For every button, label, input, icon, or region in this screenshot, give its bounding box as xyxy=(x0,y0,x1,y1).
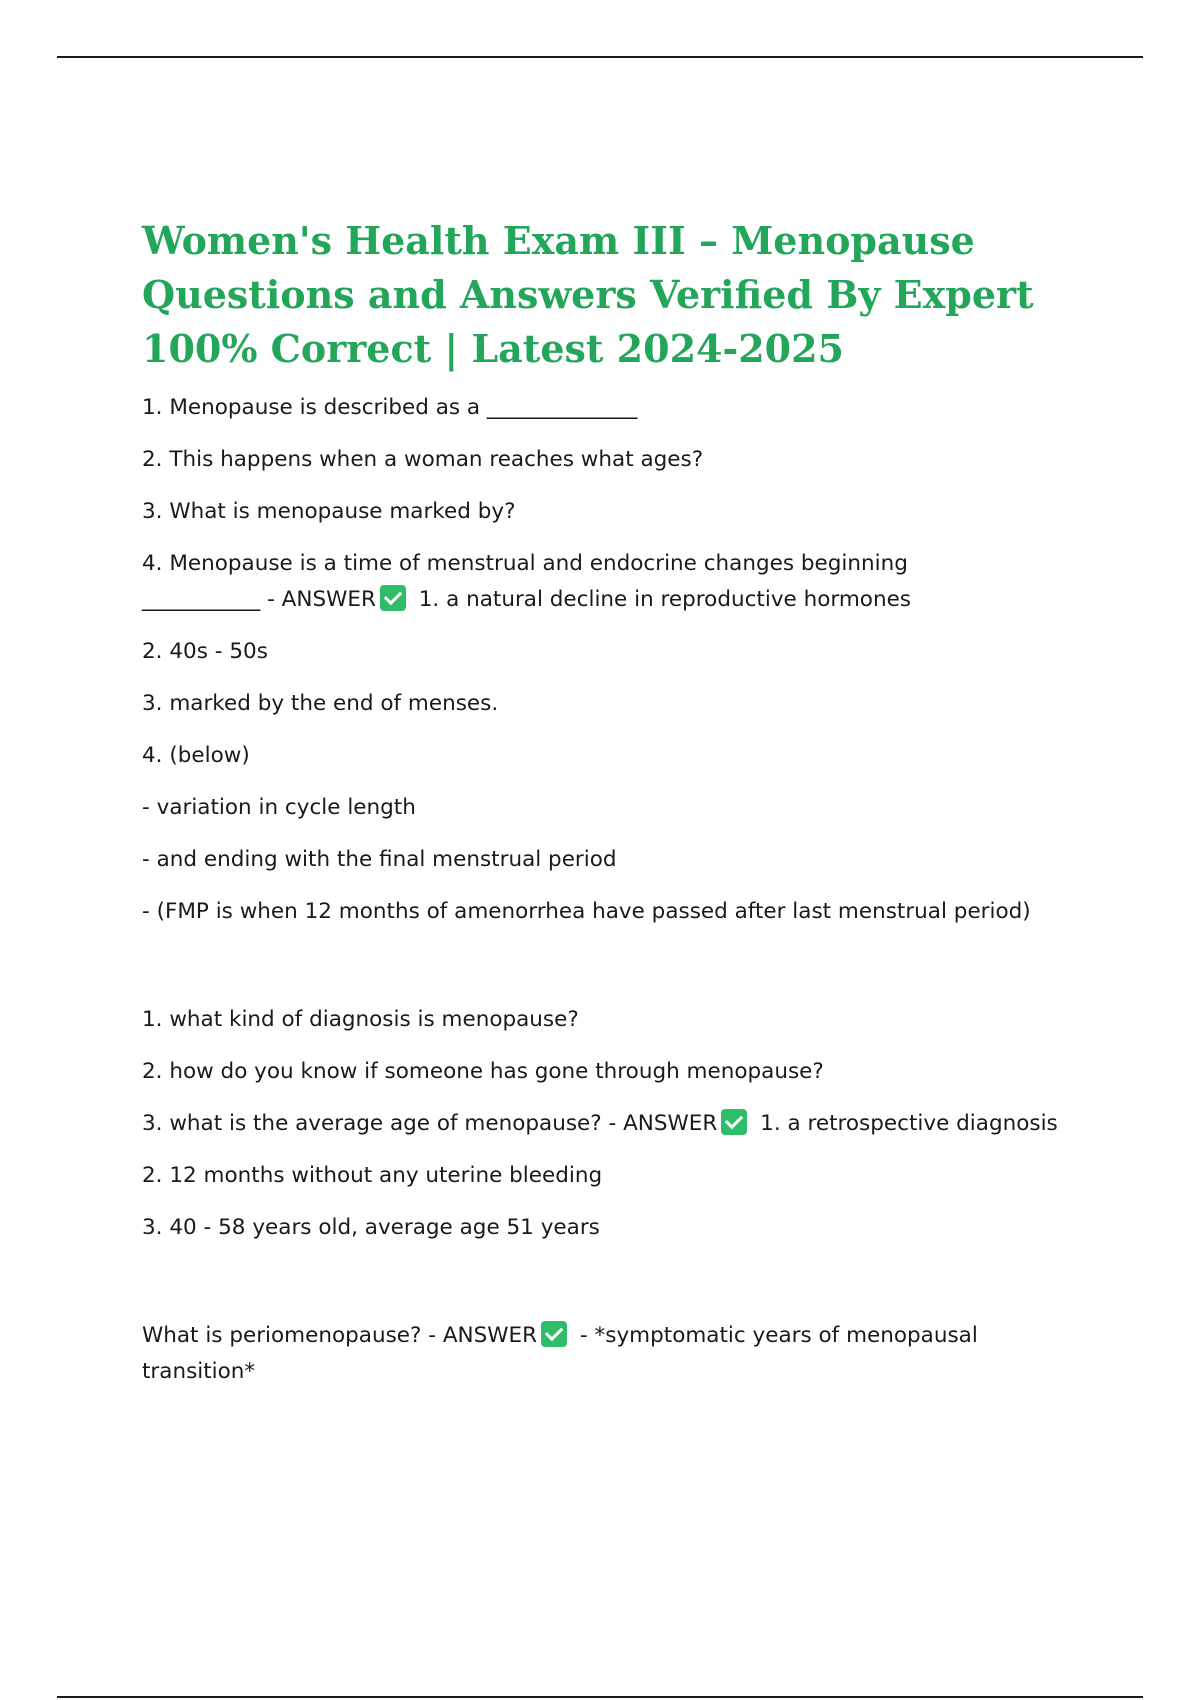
answer-label: ___________ - ANSWER xyxy=(142,587,376,612)
question-text: 4. Menopause is a time of menstrual and endocrine changes beginning xyxy=(142,551,908,576)
answer-text: 1. a natural decline in reproductive hormones xyxy=(418,587,911,612)
answer-bullet: - and ending with the final menstrual period xyxy=(142,847,617,872)
question-text: 3. what is the average age of menopause? - ANSWER xyxy=(142,1111,718,1136)
question-time-of-changes xyxy=(142,546,1092,618)
check-mark-icon xyxy=(721,1109,747,1135)
answer-bullet: - (FMP is when 12 months of amenorrhea have passed after last menstrual period) xyxy=(142,899,1031,924)
answer-line: 2. 40s - 50s xyxy=(142,639,268,664)
section-gap xyxy=(142,946,1092,1002)
check-mark-icon xyxy=(380,585,406,611)
question-text: What is periomenopause? - ANSWER xyxy=(142,1323,538,1348)
question-ages: 2. This happens when a woman reaches what ages? xyxy=(142,447,704,472)
check-mark-icon xyxy=(541,1321,567,1347)
answer-line: 3. 40 - 58 years old, average age 51 years xyxy=(142,1215,600,1240)
question-menopause-described: 1. Menopause is described as a ______________ xyxy=(142,395,638,420)
answer-line: 4. (below) xyxy=(142,743,250,768)
answer-line: 2. 12 months without any uterine bleeding xyxy=(142,1163,603,1188)
document-title: Women's Health Exam III – Menopause Questions and Answers Verified By Expert 100% Correct | Latest 2024-2025 xyxy=(142,218,1034,371)
answer-text: - *symptomatic years of menopausal transition* xyxy=(142,1323,985,1384)
question-how-know: 2. how do you know if someone has gone through menopause? xyxy=(142,1059,824,1084)
question-marked-by: 3. What is menopause marked by? xyxy=(142,499,516,524)
bottom-rule xyxy=(57,1696,1143,1698)
answer-line: 3. marked by the end of menses. xyxy=(142,691,499,716)
document-body xyxy=(142,214,1092,1406)
question-periomenopause xyxy=(142,1318,1092,1390)
question-average-age xyxy=(142,1106,1092,1142)
section-gap xyxy=(142,1262,1092,1318)
answer-bullet: - variation in cycle length xyxy=(142,795,416,820)
answer-text: 1. a retrospective diagnosis xyxy=(760,1111,1058,1136)
question-diagnosis-kind: 1. what kind of diagnosis is menopause? xyxy=(142,1007,579,1032)
top-rule xyxy=(57,56,1143,58)
